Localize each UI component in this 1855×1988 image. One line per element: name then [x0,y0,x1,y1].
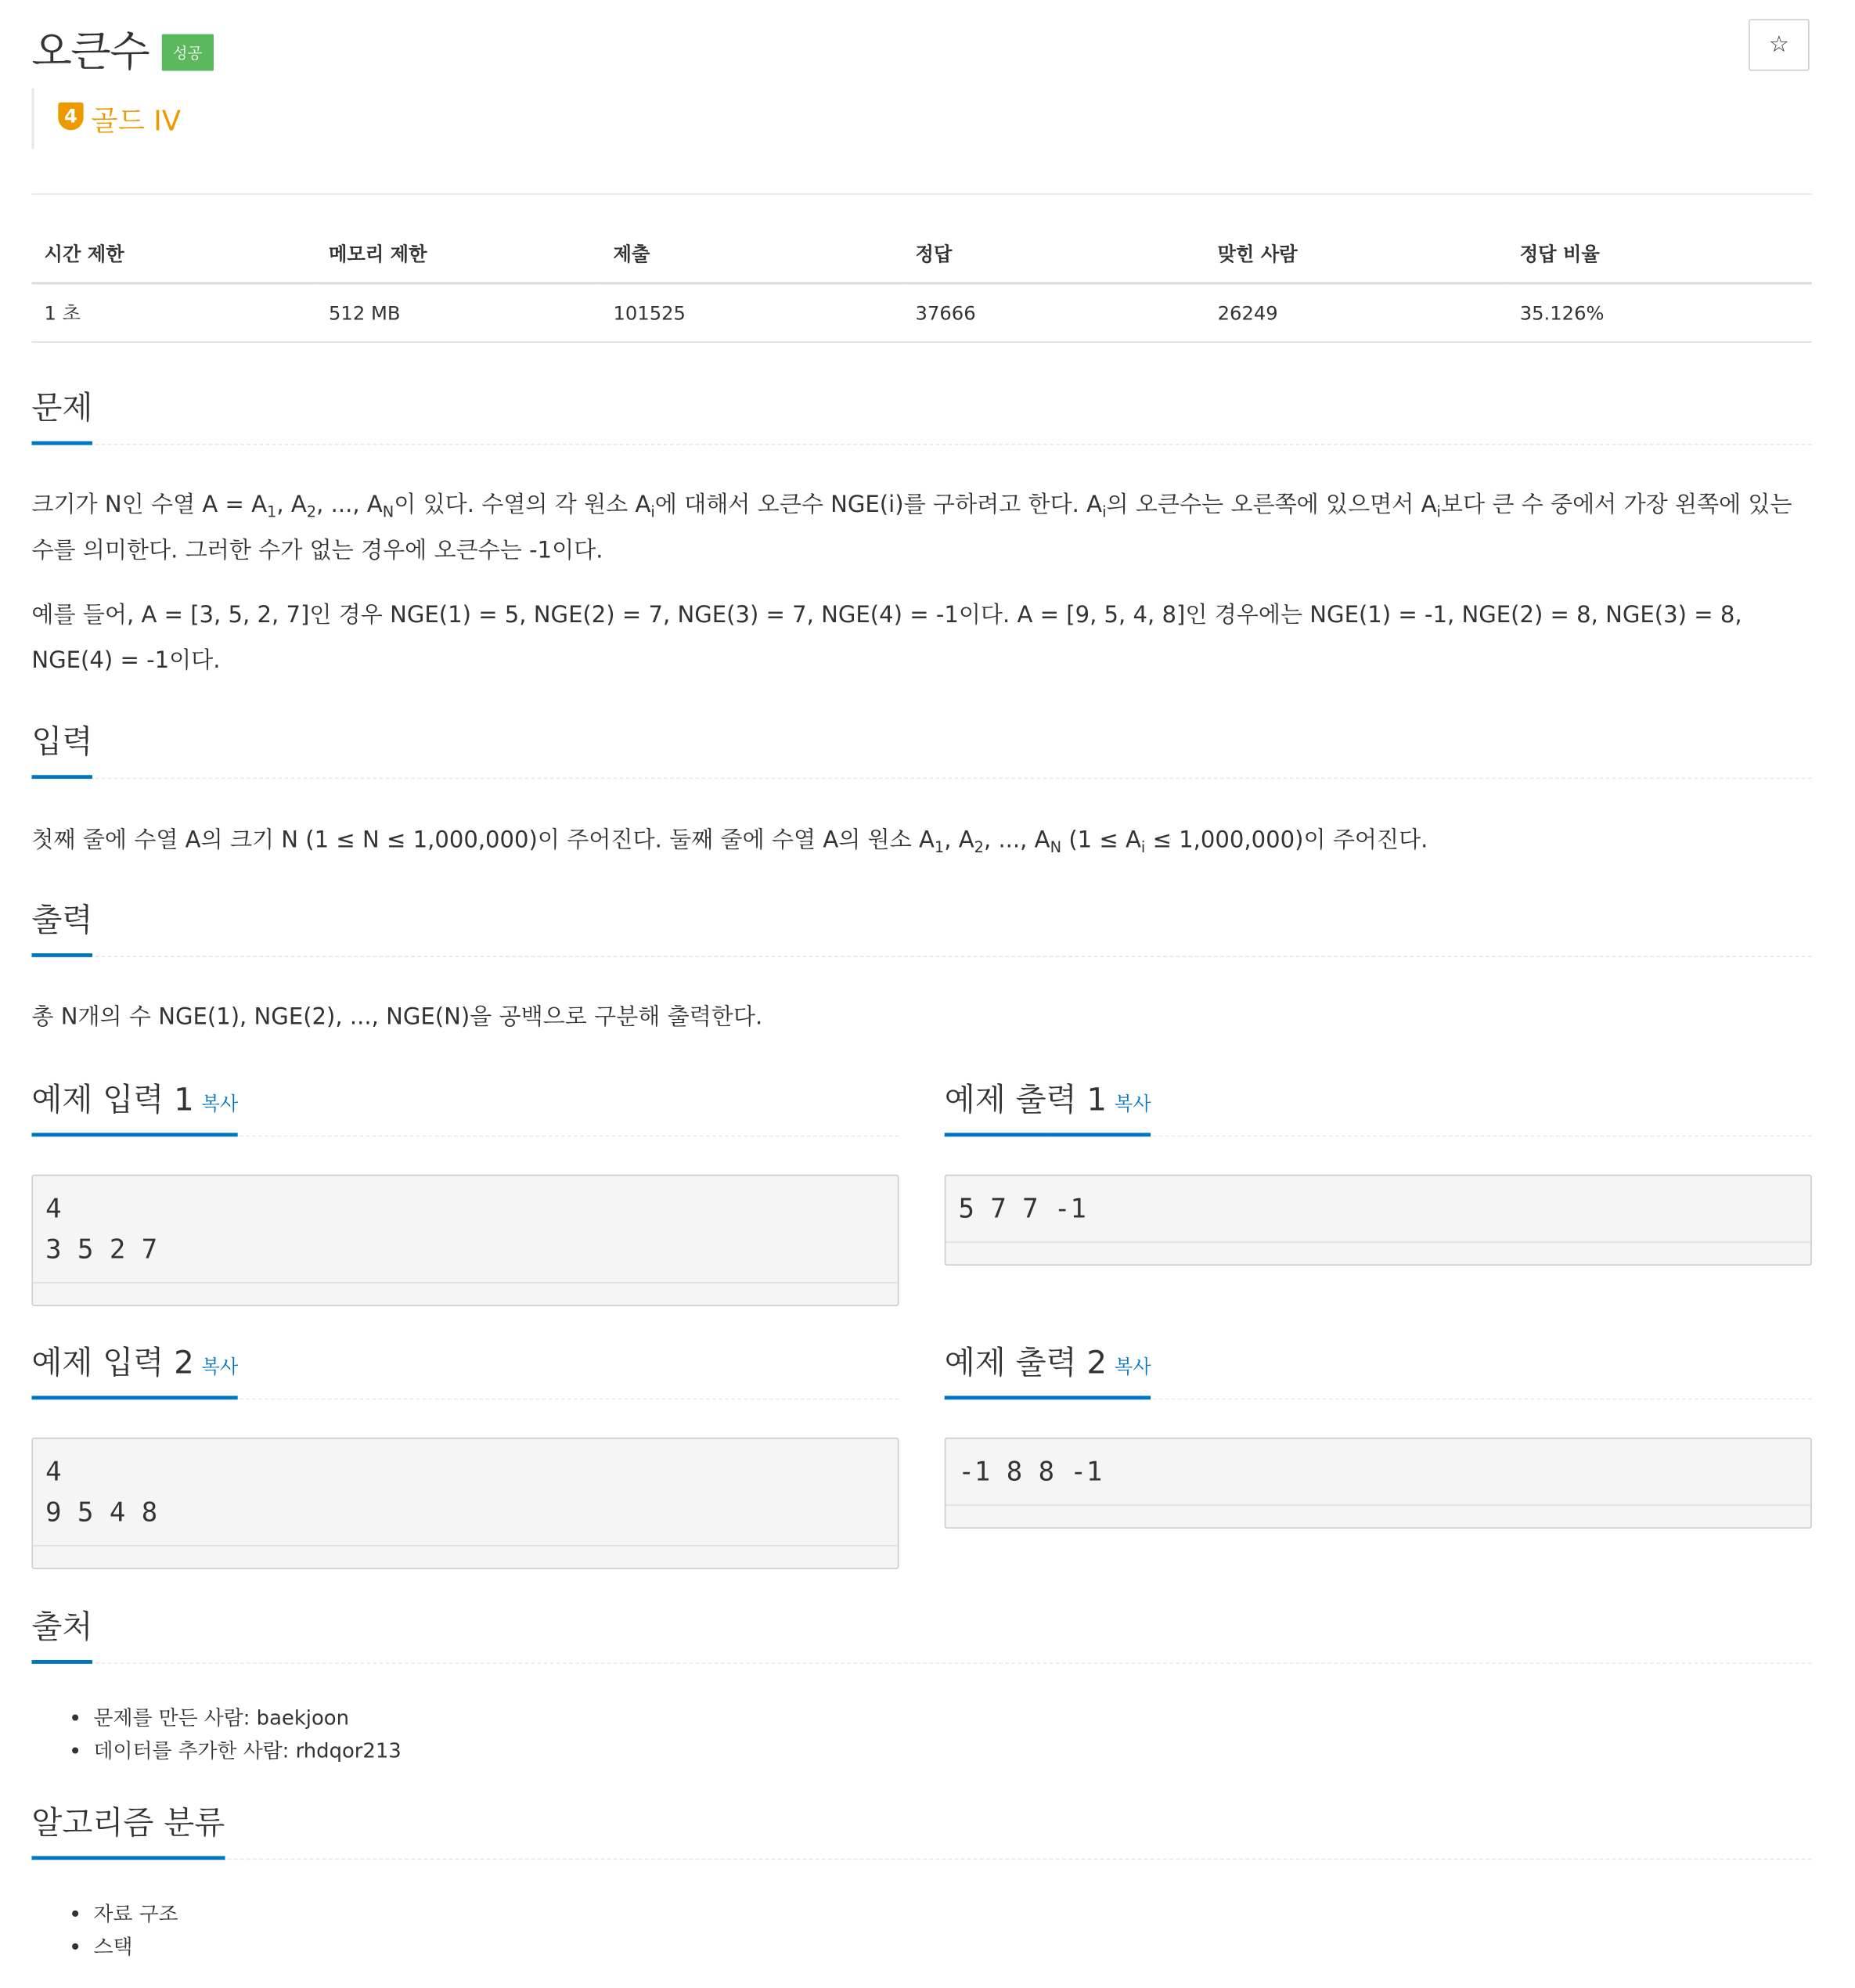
section-title-input: 입력 [31,717,92,779]
sample-output-1-text: 5 7 7 -1 [958,1193,1086,1224]
title-row [31,20,213,76]
divider [31,193,1811,195]
header-time-limit: 시간 제한 [31,225,315,283]
section-sample-output-2 [945,1338,1812,1399]
value-submissions[interactable]: 101525 [600,283,902,342]
sample-output-2-box[interactable] [945,1438,1812,1529]
source-list [62,1702,402,1767]
copy-sample-output-1-button[interactable]: 복사 [1114,1092,1151,1115]
tag-item-data-structure[interactable]: • 자료 구조 [94,1898,178,1931]
value-accepted[interactable]: 37666 [902,283,1205,342]
sample-input-2-text: 4 9 5 4 8 [45,1456,158,1528]
tier-box [31,88,181,149]
section-problem [31,383,1811,445]
problem-description-p2: 예를 들어, A = [3, 5, 2, 7]인 경우 NGE(1) = 5, NGE(2) = 7, NGE(3) = 7, NGE(4) = -1이다. A = [9, 5, 4, 8]인 경우에는 NGE(1) = -1, NGE(2) = 8, NGE(3) = 8, NGE(4) = -1이다. [31,601,1742,675]
section-sample-input-2 [31,1338,899,1399]
problem-description-p1: 크기가 N인 수열 $A = A_1$, $A_2$, ..., $A_N$이 있다. 수열의 각 원소 $A_i$에 대해서 오큰수 NGE(i)를 구하려고 한다. $A_i$의 오큰수는 오른쪽에 있으면서 $A_i$보다 큰 수 중에서 가장 왼쪽에 있는 수를 의미한다. 그러한 수가 없는 경우에 오큰수는 -1이다. [31,492,1792,564]
sample-input-1-title: 예제 입력 1 [31,1081,194,1118]
sample-output-2-title: 예제 출력 2 [944,1344,1108,1381]
tier-icon[interactable] [58,103,83,135]
tier-label[interactable]: 골드 IV [91,105,182,138]
favorite-star-button[interactable] [1749,19,1810,70]
section-source [31,1602,1811,1664]
tier-number: 4 [58,103,83,131]
section-output [31,895,1811,957]
section-sample-output-1 [945,1075,1812,1136]
info-header-row [31,225,1811,283]
sample-output-1-title: 예제 출력 1 [944,1081,1108,1118]
value-time-limit: 1 초 [31,283,315,342]
tag-list [62,1898,178,1964]
sample-output-1-box[interactable] [945,1175,1812,1266]
star-icon: ☆ [1768,31,1789,59]
problem-title: 오큰수 [31,26,149,76]
copy-sample-input-1-button[interactable]: 복사 [201,1092,239,1115]
source-item-data-contributor: • 데이터를 추가한 사람: rhdqor213 [94,1734,402,1767]
header-memory-limit: 메모리 제한 [316,225,600,283]
sample-input-1-box[interactable] [31,1175,899,1306]
sample-input-2-box[interactable] [31,1438,899,1569]
section-sample-input-1 [31,1075,899,1136]
header-accept-ratio: 정답 비율 [1507,225,1812,283]
value-memory-limit: 512 MB [316,283,600,342]
section-title-source: 출처 [31,1602,92,1664]
section-title-problem: 문제 [31,383,92,445]
header-solved-users: 맞힌 사람 [1205,225,1507,283]
section-algorithm-tags [31,1798,1811,1860]
problem-info-table [31,225,1811,343]
status-badge: 성공 [161,34,214,70]
section-input [31,717,1811,779]
value-solved-users[interactable]: 26249 [1205,283,1507,342]
source-item-author: • 문제를 만든 사람: baekjoon [94,1702,402,1734]
sample-input-1-text: 4 3 5 2 7 [45,1193,158,1265]
section-title-tags: 알고리즘 분류 [31,1798,225,1860]
header-submissions: 제출 [600,225,902,283]
section-title-output: 출력 [31,895,92,957]
copy-sample-input-2-button[interactable]: 복사 [201,1355,239,1378]
value-accept-ratio: 35.126% [1507,283,1812,342]
sample-input-2-title: 예제 입력 2 [31,1344,194,1381]
tag-item-stack[interactable]: • 스택 [94,1931,178,1964]
output-description: 총 N개의 수 NGE(1), NGE(2), ..., NGE(N)을 공백으로 구분해 출력한다. [31,1003,763,1031]
info-value-row [31,283,1811,342]
input-description: 첫째 줄에 수열 A의 크기 N (1 ≤ N ≤ 1,000,000)이 주어진다. 둘째 줄에 수열 A의 원소 $A_1$, $A_2$, ..., $A_N$ $(1 \le A_i \le 1,000,000)$이 주어진다. [31,827,1428,856]
sample-output-2-text: -1 8 8 -1 [958,1456,1103,1487]
header-accepted: 정답 [902,225,1205,283]
copy-sample-output-2-button[interactable]: 복사 [1114,1355,1151,1378]
